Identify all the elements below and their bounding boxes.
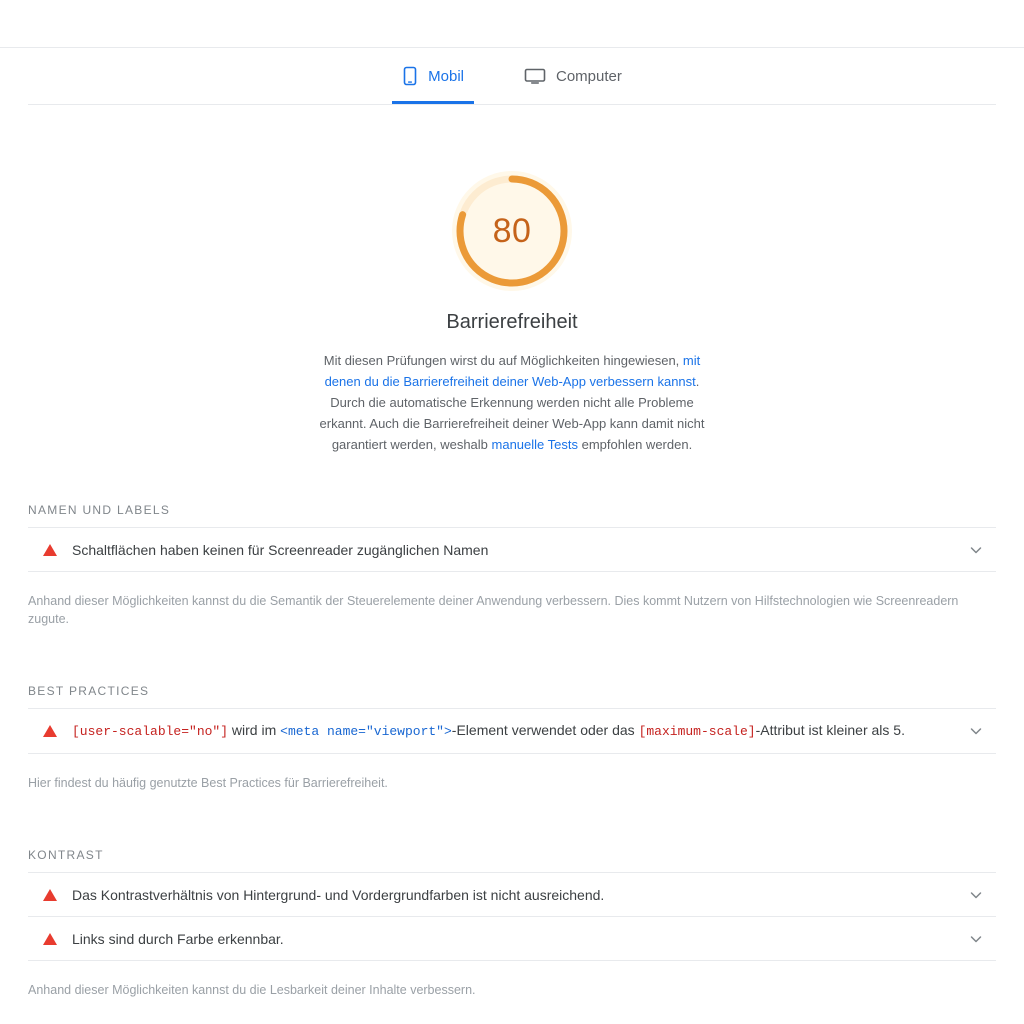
description-text-4: empfohlen werden. <box>578 437 693 452</box>
audit-row[interactable] <box>28 528 996 572</box>
audit-sections <box>0 503 1024 999</box>
top-bar <box>0 0 1024 48</box>
warning-triangle-icon <box>28 725 72 737</box>
tab-computer[interactable] <box>514 48 632 104</box>
audit-list <box>28 708 996 754</box>
tab-computer-label: Computer <box>556 67 622 85</box>
score-gauge <box>452 171 572 291</box>
device-tabs[interactable] <box>0 48 1024 104</box>
audit-list <box>28 527 996 572</box>
section-note: Hier findest du häufig genutzte Best Practices für Barrierefreiheit. <box>28 776 388 790</box>
warning-triangle-icon <box>28 889 72 901</box>
score-value: 80 <box>492 211 532 250</box>
category-title: Barrierefreiheit <box>446 311 578 333</box>
tab-mobil[interactable] <box>392 48 474 104</box>
section-note: Anhand dieser Möglichkeiten kannst du die Semantik der Steuerelemente deiner Anwendung verbessern. Dies kommt Nutzern von Hilfstechnologien wie Screenreadern zugute. <box>28 594 959 626</box>
tab-mobil-label: Mobil <box>428 67 464 85</box>
audit-title: Schaltflächen haben keinen für Screenreader zugänglichen Namen <box>72 541 489 558</box>
section-label: NAMEN UND LABELS <box>28 503 171 517</box>
section-label: BEST PRACTICES <box>28 684 150 698</box>
description-link-3[interactable]: manuelle Tests <box>491 437 578 452</box>
audit-title: Das Kontrastverhältnis von Hintergrund- und Vordergrundfarben ist nicht ausreichend. <box>72 886 605 903</box>
chevron-down-icon[interactable] <box>956 724 996 738</box>
audit-title: [user-scalable="no"] wird im <meta name="viewport">-Element verwendet oder das [maximum-scale]-Attribut ist kleiner als 5. <box>72 722 905 739</box>
audit-title: Links sind durch Farbe erkennbar. <box>72 930 284 947</box>
tab-active-underline <box>392 101 474 104</box>
section-label: KONTRAST <box>28 848 104 862</box>
desktop-monitor-icon <box>524 67 546 85</box>
audit-row[interactable] <box>28 917 996 961</box>
audit-row[interactable] <box>28 873 996 917</box>
category-description <box>310 350 714 455</box>
section-note: Anhand dieser Möglichkeiten kannst du die Lesbarkeit deiner Inhalte verbessern. <box>28 983 476 997</box>
audit-row[interactable] <box>28 709 996 754</box>
chevron-down-icon[interactable] <box>956 888 996 902</box>
warning-triangle-icon <box>28 933 72 945</box>
chevron-down-icon[interactable] <box>956 543 996 557</box>
description-text-2: . Durch die automatische Erkennung werden nicht alle Probleme erkannt. Auch die Barrierefreiheit deiner Web-App kann damit nicht garantiert werden, weshalb <box>319 374 705 452</box>
audit-list <box>28 872 996 961</box>
description-text-0: Mit diesen Prüfungen wirst du auf Möglichkeiten hingewiesen, <box>323 353 683 368</box>
mobile-phone-icon <box>402 66 418 86</box>
score-block <box>0 105 1024 455</box>
warning-triangle-icon <box>28 544 72 556</box>
description-link-1[interactable]: mit denen du die Barrierefreiheit deiner Web-App verbessern kannst <box>324 353 701 389</box>
audit-section <box>0 684 1024 792</box>
audit-section <box>0 848 1024 999</box>
chevron-down-icon[interactable] <box>956 932 996 946</box>
audit-section <box>0 503 1024 628</box>
